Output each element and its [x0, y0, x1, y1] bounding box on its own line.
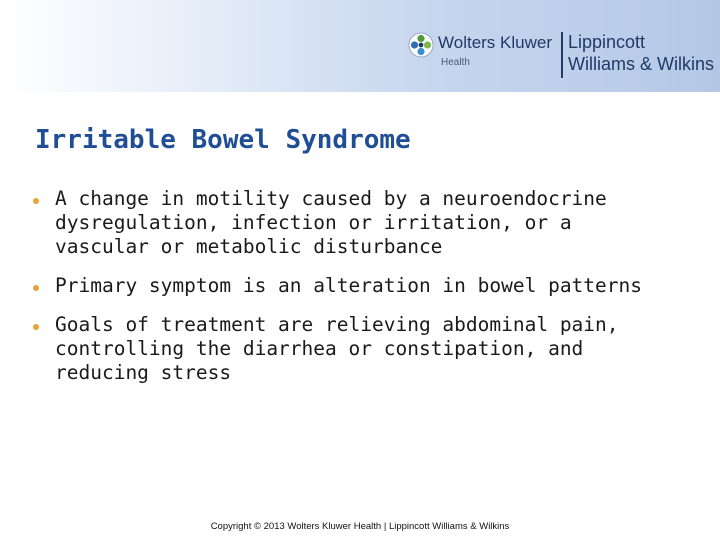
bullet-text: A change in motility caused by a neuroendocrine dysregulation, infection or irritation, or a vascular or metabolic disturbance — [55, 187, 607, 258]
bullet-item — [31, 187, 671, 259]
bullet-text: Goals of treatment are relieving abdominal pain, controlling the diarrhea or constipation, and reducing stress — [55, 313, 619, 384]
bullet-item — [31, 313, 671, 385]
header-band — [0, 0, 720, 92]
bullet-list — [31, 187, 671, 400]
lippincott-wordmark: Lippincott — [568, 32, 646, 52]
bullet-dot-icon — [33, 198, 39, 204]
slide-title: Irritable Bowel Syndrome — [35, 125, 411, 155]
bullet-item — [31, 274, 671, 298]
wk-globe-icon — [408, 32, 434, 58]
bullet-text: Primary symptom is an alteration in bowel patterns — [55, 274, 642, 297]
wolters-kluwer-wordmark: Wolters Kluwer — [438, 33, 552, 52]
bullet-dot-icon — [33, 285, 39, 291]
logo-divider — [561, 32, 563, 78]
copyright-footer: Copyright © 2013 Wolters Kluwer Health | Lippincott Williams & Wilkins — [210, 521, 510, 532]
bullet-dot-icon — [33, 324, 39, 330]
williams-wilkins-wordmark: Williams & Wilkins — [568, 54, 714, 74]
publisher-logo — [408, 28, 716, 80]
health-subtitle: Health — [441, 57, 470, 68]
